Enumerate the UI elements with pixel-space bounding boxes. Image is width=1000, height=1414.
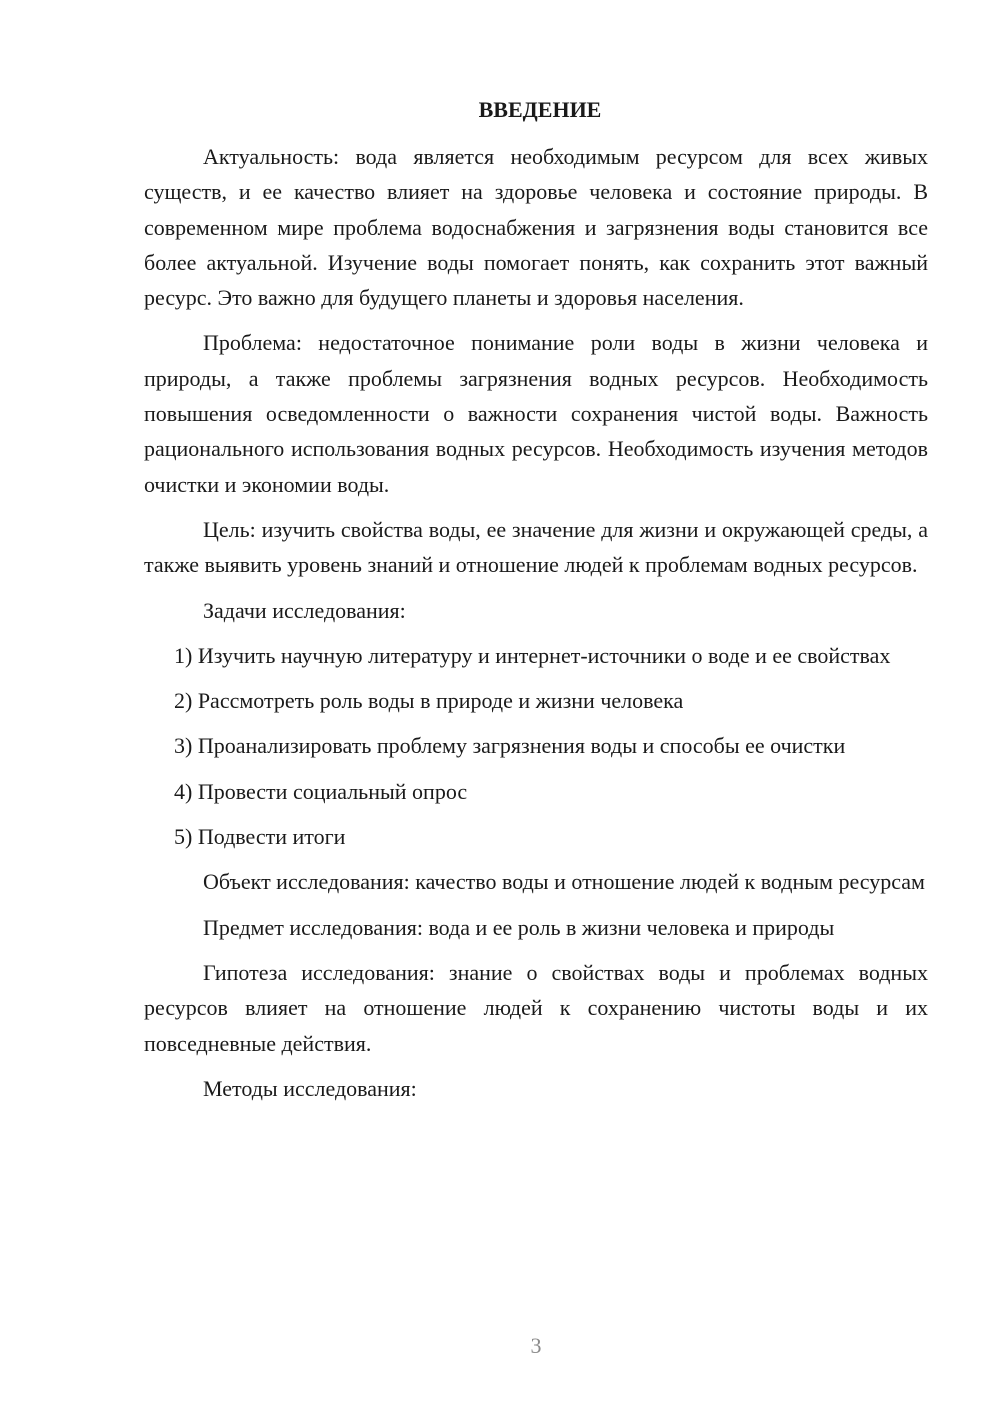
paragraph-tasks-heading: Задачи исследования: — [203, 597, 406, 623]
paragraph-goal: Цель: изучить свойства воды, ее значение для жизни и окружающей среды, а также выявить уровень знаний и отношение людей к проблемам водных ресурсов. — [144, 516, 928, 578]
paragraph-object: Объект исследования: качество воды и отношение людей к водным ресурсам — [203, 869, 925, 895]
paragraph-problem: Проблема: недостаточное понимание роли воды в жизни человека и природы, а также проблемы загрязнения водных ресурсов. Необходимость повышения осведомленности о важности сохранения чистой воды. Важность рационального использования водных ресурсов. Необходимость изучения методов очистки и экономии воды. — [144, 330, 928, 497]
section-title: ВВЕДЕНИЕ — [478, 97, 602, 122]
page-number: 3 — [530, 1333, 542, 1358]
task-item-3: 3) Проанализировать проблему загрязнения воды и способы ее очистки — [174, 733, 846, 759]
paragraph-hypothesis: Гипотеза исследования: знание о свойствах воды и проблемах водных ресурсов влияет на отношение людей к сохранению чистоты воды и их повседневные действия. — [144, 959, 928, 1056]
task-item-4: 4) Провести социальный опрос — [174, 778, 468, 804]
task-item-2: 2) Рассмотреть роль воды в природе и жизни человека — [174, 688, 684, 714]
document-page — [144, 95, 928, 1116]
task-item-5: 5) Подвести итоги — [174, 824, 346, 850]
paragraph-relevance: Актуальность: вода является необходимым ресурсом для всех живых существ, и ее качество влияет на здоровье человека и состояние природы. В современном мире проблема водоснабжения и загрязнения воды становится все более актуальной. Изучение воды помогает понять, как сохранить этот важный ресурс. Это важно для будущего планеты и здоровья населения. — [144, 144, 928, 311]
paragraph-methods: Методы исследования: — [203, 1075, 417, 1101]
paragraph-subject: Предмет исследования: вода и ее роль в жизни человека и природы — [203, 914, 835, 940]
task-item-1: 1) Изучить научную литературу и интернет-источники о воде и ее свойствах — [174, 642, 891, 668]
